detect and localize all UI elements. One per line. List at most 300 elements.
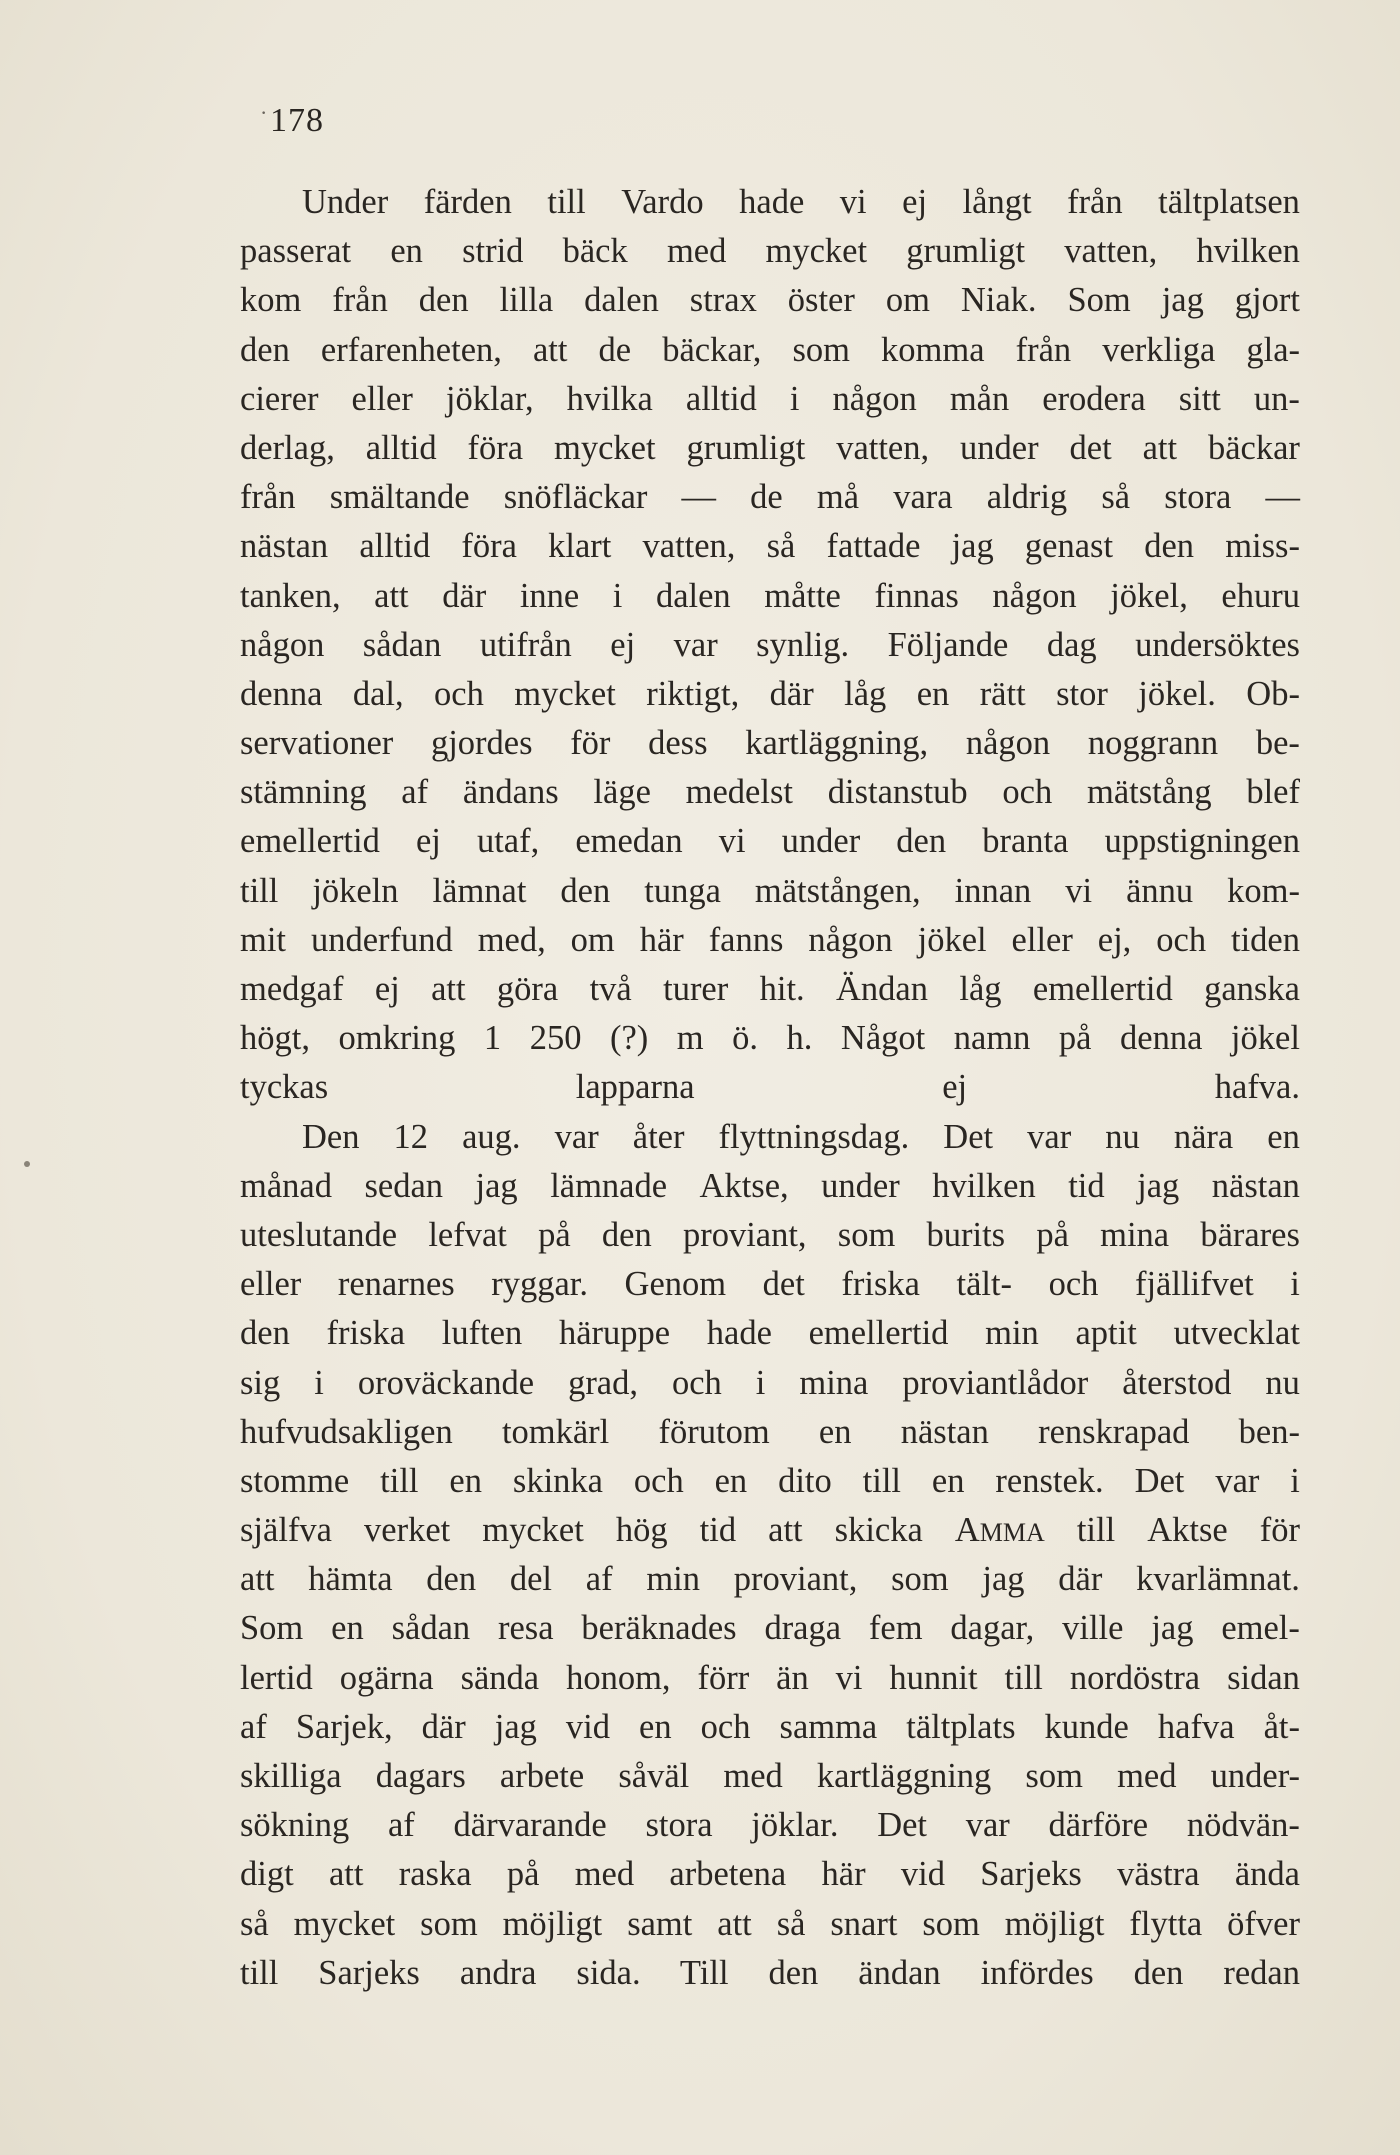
- word: omkring: [338, 1019, 456, 1058]
- word: kartläggning: [816, 1757, 992, 1795]
- word: så: [776, 1904, 806, 1943]
- word: utvecklat: [1173, 1314, 1300, 1353]
- word: jökel,: [1110, 576, 1188, 615]
- word: lämnade: [550, 1166, 668, 1205]
- word: 12: [393, 1117, 429, 1156]
- text-line: [240, 867, 1300, 916]
- text-line: till Sarjeks andra sida. Till den ändan infördes den redan: [240, 1953, 1300, 1992]
- word: mina: [799, 1363, 869, 1402]
- word: någon: [965, 724, 1051, 763]
- text-line: [240, 1801, 1300, 1850]
- word: var: [554, 1117, 599, 1156]
- text-line: [240, 1555, 1300, 1604]
- word: stor: [1056, 674, 1108, 713]
- word: af: [585, 1560, 613, 1599]
- word: dagar,: [950, 1609, 1035, 1648]
- word: Det: [1134, 1461, 1185, 1500]
- word: själfva: [240, 1511, 332, 1550]
- word: Aktse,: [699, 1166, 789, 1205]
- word: vid: [565, 1707, 611, 1746]
- word: ehuru: [1221, 576, 1300, 615]
- word: denna: [240, 674, 323, 713]
- paragraph: [240, 178, 1300, 1113]
- word: från: [240, 478, 296, 517]
- word: att: [532, 330, 568, 369]
- word: någon: [992, 576, 1077, 615]
- word: månad: [240, 1166, 332, 1205]
- word: fjällifvet: [1134, 1265, 1254, 1304]
- word: sådan: [391, 1609, 471, 1648]
- word: cierer: [240, 379, 319, 418]
- word: öfver: [1227, 1904, 1300, 1943]
- text-line: [240, 1850, 1300, 1899]
- word: än: [776, 1658, 809, 1697]
- word: renskrapad: [1038, 1412, 1190, 1451]
- text-line: [240, 1309, 1300, 1358]
- word: den: [426, 1560, 477, 1599]
- word: resa: [498, 1609, 554, 1648]
- word: i: [612, 576, 623, 615]
- margin-mark: [24, 1161, 30, 1167]
- word: jag: [1151, 1609, 1194, 1648]
- word: den: [560, 871, 611, 910]
- word: friska: [326, 1314, 406, 1353]
- word: blef: [1246, 773, 1300, 812]
- word: ben-: [1238, 1412, 1300, 1451]
- word: 250: [529, 1019, 582, 1058]
- word: Vardo: [621, 183, 704, 221]
- paragraph: [240, 1113, 1300, 1998]
- text-line: [240, 1900, 1300, 1949]
- word: distanstub: [827, 773, 968, 812]
- word: att: [240, 1560, 275, 1599]
- word: AMMA: [954, 1511, 1045, 1550]
- word: Den: [302, 1117, 360, 1156]
- word: återstod: [1122, 1363, 1232, 1402]
- text-line: [240, 424, 1300, 473]
- word: renstek.: [995, 1461, 1104, 1500]
- word: och: [1002, 773, 1053, 812]
- word: strax: [689, 281, 757, 320]
- small-caps: MMA: [979, 1518, 1045, 1548]
- word: innan: [954, 871, 1032, 910]
- word: på: [506, 1855, 540, 1894]
- word: grad,: [568, 1363, 638, 1402]
- word: från: [1067, 183, 1123, 221]
- text-line: [240, 1408, 1300, 1457]
- word: nu: [1265, 1363, 1300, 1402]
- word: burits: [926, 1215, 1006, 1254]
- word: branta: [982, 822, 1069, 861]
- word: med: [666, 232, 727, 271]
- word: miss-: [1225, 527, 1300, 566]
- word: flytta: [1129, 1904, 1203, 1943]
- word: hade: [706, 1314, 772, 1353]
- word: någon: [832, 379, 917, 418]
- word: under-: [1210, 1757, 1300, 1795]
- word: hämta: [308, 1560, 393, 1599]
- word: till: [547, 183, 586, 221]
- word: Något: [840, 1019, 926, 1058]
- word: den: [418, 281, 469, 320]
- word: tält-: [956, 1265, 1013, 1304]
- word: lilla: [499, 281, 554, 320]
- word: där: [421, 1707, 466, 1746]
- word: därföre: [1048, 1806, 1149, 1845]
- word: till: [862, 1461, 902, 1500]
- word: läge: [593, 773, 651, 812]
- text-line: [240, 1162, 1300, 1211]
- word: alltid: [685, 379, 757, 418]
- word: utifrån: [479, 625, 572, 664]
- word: vatten,: [1064, 232, 1158, 271]
- word: ö.: [732, 1019, 758, 1058]
- word: en: [639, 1707, 672, 1746]
- word: jag: [951, 527, 994, 566]
- word: flyttningsdag.: [718, 1117, 910, 1156]
- word: på: [1036, 1215, 1069, 1254]
- text-line: [240, 326, 1300, 375]
- word: och: [1048, 1265, 1099, 1304]
- word: det: [1069, 428, 1112, 467]
- word: inne: [519, 576, 580, 615]
- word: var: [1215, 1461, 1260, 1500]
- word: aug.: [462, 1117, 521, 1156]
- word: så: [240, 1904, 269, 1943]
- word: som: [792, 330, 850, 369]
- text-line: [240, 1752, 1300, 1801]
- word: en: [818, 1412, 852, 1451]
- word: kartläggning,: [745, 724, 929, 763]
- word: på: [1058, 1019, 1092, 1058]
- word: samt: [627, 1904, 693, 1943]
- word: kom-: [1227, 871, 1300, 910]
- text-line: [240, 1211, 1300, 1260]
- word: må: [816, 478, 860, 517]
- word: att: [717, 1904, 752, 1943]
- word: medelst: [685, 773, 793, 812]
- word: uteslutande: [240, 1215, 398, 1254]
- word: servationer: [240, 724, 394, 763]
- word: möjligt: [502, 1904, 603, 1943]
- word: högt,: [240, 1019, 310, 1058]
- word: sökning: [240, 1806, 350, 1845]
- word: Följande: [887, 625, 1009, 664]
- text-line: [240, 375, 1300, 424]
- word: jöklar.: [751, 1806, 839, 1845]
- word: någon: [808, 920, 893, 959]
- word: vara: [893, 478, 953, 517]
- word: dito: [778, 1461, 832, 1500]
- word: ej: [902, 183, 928, 221]
- word: Som: [1067, 281, 1131, 320]
- word: en: [331, 1609, 364, 1648]
- word: att: [328, 1855, 364, 1894]
- word: därvarande: [453, 1806, 607, 1845]
- word: på: [538, 1215, 571, 1254]
- word: tunga: [644, 871, 721, 910]
- word: mycket: [765, 232, 868, 271]
- word: en: [714, 1461, 748, 1500]
- word: dagars: [375, 1757, 466, 1795]
- word: hufvudsakligen: [240, 1412, 453, 1451]
- word: en: [1267, 1117, 1300, 1156]
- word: ej: [610, 625, 636, 664]
- word: till: [1004, 1658, 1043, 1697]
- word: jökel: [1230, 1019, 1300, 1058]
- word: jökeln: [312, 871, 399, 910]
- word: att: [768, 1511, 803, 1550]
- word: —: [681, 478, 717, 517]
- body-text: [240, 178, 1300, 1998]
- word: med: [574, 1855, 635, 1894]
- word: hade: [739, 183, 805, 221]
- word: att: [1142, 428, 1178, 467]
- word: i: [755, 1363, 766, 1402]
- text-line: [240, 473, 1300, 522]
- word: strid: [462, 232, 524, 271]
- word: af: [240, 1707, 267, 1746]
- word: i: [314, 1363, 324, 1402]
- text-line: [240, 178, 1300, 227]
- word: hit.: [759, 970, 805, 1008]
- word: vi: [718, 822, 746, 861]
- word: turer: [663, 970, 729, 1008]
- word: stora: [645, 1806, 713, 1845]
- word: två: [589, 970, 632, 1008]
- text-line: [240, 1359, 1300, 1408]
- word: åt-: [1263, 1707, 1300, 1746]
- word: emedan: [575, 822, 683, 861]
- word: föra: [467, 428, 524, 467]
- text-line: [240, 719, 1300, 768]
- word: mycket: [293, 1904, 396, 1943]
- text-line: [240, 276, 1300, 325]
- word: nästan: [1211, 1166, 1300, 1205]
- word: mätstången,: [754, 871, 921, 910]
- word: Som: [240, 1609, 304, 1648]
- word: h.: [786, 1019, 813, 1058]
- word: som: [420, 1904, 478, 1943]
- text-line: [240, 1113, 1300, 1162]
- word: de: [598, 330, 632, 369]
- word: i: [789, 379, 800, 418]
- word: —: [1265, 478, 1300, 517]
- word: Det: [943, 1117, 994, 1156]
- word: mina: [1100, 1215, 1170, 1254]
- word: där: [769, 674, 814, 713]
- word: namn: [953, 1019, 1031, 1058]
- word: fanns: [708, 920, 784, 959]
- word: dalen: [584, 281, 659, 320]
- word: proviant,: [682, 1215, 807, 1254]
- word: un-: [1253, 379, 1300, 418]
- word: grumligt: [686, 428, 806, 467]
- text-line: [240, 522, 1300, 571]
- word: till: [1076, 1511, 1116, 1550]
- word: stämning: [240, 773, 367, 812]
- word: nästan: [900, 1412, 989, 1451]
- word: att: [374, 576, 409, 615]
- word: om: [885, 281, 930, 320]
- text-line: [240, 1457, 1300, 1506]
- word: jag: [475, 1166, 518, 1205]
- word: smältande: [329, 478, 470, 517]
- word: (?): [609, 1019, 649, 1058]
- word: synlig.: [756, 625, 850, 664]
- word: vi: [839, 183, 867, 221]
- word: mit: [240, 920, 287, 959]
- page-number: · 178: [270, 104, 324, 138]
- word: Sarjeks: [980, 1855, 1082, 1894]
- word: ej,: [1097, 920, 1132, 959]
- word: som: [837, 1215, 896, 1254]
- word: bäckar: [1207, 428, 1300, 467]
- word: hög: [615, 1511, 668, 1550]
- word: hafva: [1157, 1707, 1235, 1746]
- word: sända: [460, 1658, 540, 1697]
- word: denna: [1120, 1019, 1203, 1058]
- word: öster: [787, 281, 855, 320]
- word: den: [601, 1215, 652, 1254]
- word: här: [821, 1855, 866, 1894]
- word: måtte: [764, 576, 841, 615]
- word: vid: [900, 1855, 945, 1894]
- word: bäck: [562, 232, 628, 271]
- word: den: [896, 822, 947, 861]
- text-line: [240, 1703, 1300, 1752]
- word: kvarlämnat.: [1136, 1560, 1300, 1599]
- word: hvilken: [932, 1166, 1036, 1205]
- word: min: [646, 1560, 700, 1599]
- word: tältplats: [906, 1707, 1016, 1746]
- word: del: [509, 1560, 553, 1599]
- word: uppstigningen: [1104, 822, 1300, 861]
- word: till: [380, 1461, 419, 1500]
- text-line: [240, 1604, 1300, 1653]
- word: så: [766, 527, 796, 566]
- word: vatten,: [836, 428, 930, 467]
- word: en: [449, 1461, 482, 1500]
- text-line: [240, 916, 1300, 965]
- word: som: [891, 1560, 949, 1599]
- word: oroväckande: [357, 1363, 535, 1402]
- word: aptit: [1075, 1314, 1137, 1353]
- word: medgaf: [240, 970, 344, 1008]
- word: arbetena: [669, 1855, 787, 1894]
- word: göra: [496, 970, 559, 1008]
- word: sedan: [364, 1166, 444, 1205]
- word: dalen: [655, 576, 731, 615]
- word: långt: [962, 183, 1032, 221]
- text-line: [240, 572, 1300, 621]
- word: riktigt,: [646, 674, 740, 713]
- word: gjordes: [430, 724, 533, 763]
- word: nära: [1173, 1117, 1234, 1156]
- word: emellertid: [1032, 970, 1173, 1008]
- word: m: [676, 1019, 704, 1058]
- text-line: [240, 670, 1300, 719]
- word: luften: [441, 1314, 523, 1353]
- word: dal,: [352, 674, 404, 713]
- word: hvilken: [1196, 232, 1300, 271]
- word: häruppe: [558, 1314, 671, 1353]
- word: noggrann: [1087, 724, 1219, 763]
- text-line: [240, 1014, 1300, 1063]
- word: grumligt: [906, 232, 1026, 271]
- word: 1: [483, 1019, 502, 1058]
- text-line: [240, 1654, 1300, 1703]
- word: bärares: [1200, 1215, 1300, 1254]
- word: be-: [1255, 724, 1300, 763]
- text-line: [240, 621, 1300, 670]
- word: möjligt: [1004, 1904, 1105, 1943]
- word: den: [240, 330, 290, 369]
- word: att: [431, 970, 466, 1008]
- word: stomme: [240, 1461, 350, 1500]
- word: för: [570, 724, 611, 763]
- word: tid: [699, 1511, 737, 1550]
- word: nästan: [240, 527, 329, 566]
- word: var: [1027, 1117, 1072, 1156]
- word: lertid: [240, 1658, 313, 1697]
- word: sådan: [362, 625, 442, 664]
- word: från: [332, 281, 388, 320]
- word: aldrig: [986, 478, 1068, 517]
- word: åter: [632, 1117, 685, 1156]
- word: skinka: [512, 1461, 603, 1500]
- word: klart: [548, 527, 612, 566]
- word: komma: [881, 330, 985, 369]
- word: med,: [477, 920, 546, 959]
- word: jag: [1161, 281, 1204, 320]
- word: västra: [1117, 1855, 1200, 1894]
- word: från: [1015, 330, 1072, 369]
- word: dess: [648, 724, 708, 763]
- word: Ändan: [836, 970, 928, 1008]
- word: och: [434, 674, 484, 713]
- word: ännu: [1126, 871, 1194, 910]
- word: Aktse: [1147, 1511, 1228, 1550]
- word: alltid: [365, 428, 437, 467]
- word: min: [985, 1314, 1039, 1353]
- word: låg: [959, 970, 1002, 1008]
- text-line: [240, 1260, 1300, 1309]
- word: ända: [1234, 1855, 1300, 1894]
- word: någon: [240, 625, 325, 664]
- word: mätstång: [1087, 773, 1212, 812]
- word: en: [390, 232, 423, 271]
- word: tid: [1068, 1166, 1105, 1205]
- word: nödvän-: [1186, 1806, 1300, 1845]
- word: vatten,: [642, 527, 736, 566]
- word: kom: [240, 281, 302, 320]
- word: bäckar,: [662, 330, 762, 369]
- word: kunde: [1044, 1707, 1129, 1746]
- word: draga: [764, 1609, 842, 1648]
- word: snart: [830, 1904, 898, 1943]
- word: sitt: [1178, 379, 1221, 418]
- word: som: [922, 1904, 980, 1943]
- word: renarnes: [337, 1265, 455, 1304]
- word: utaf,: [476, 822, 540, 861]
- word: här: [639, 920, 684, 959]
- word: under: [781, 822, 861, 861]
- text-line: tyckas lapparna ej hafva.: [240, 1068, 1300, 1107]
- word: den: [240, 1314, 290, 1353]
- word: de: [750, 478, 783, 517]
- word: derlag,: [240, 428, 335, 467]
